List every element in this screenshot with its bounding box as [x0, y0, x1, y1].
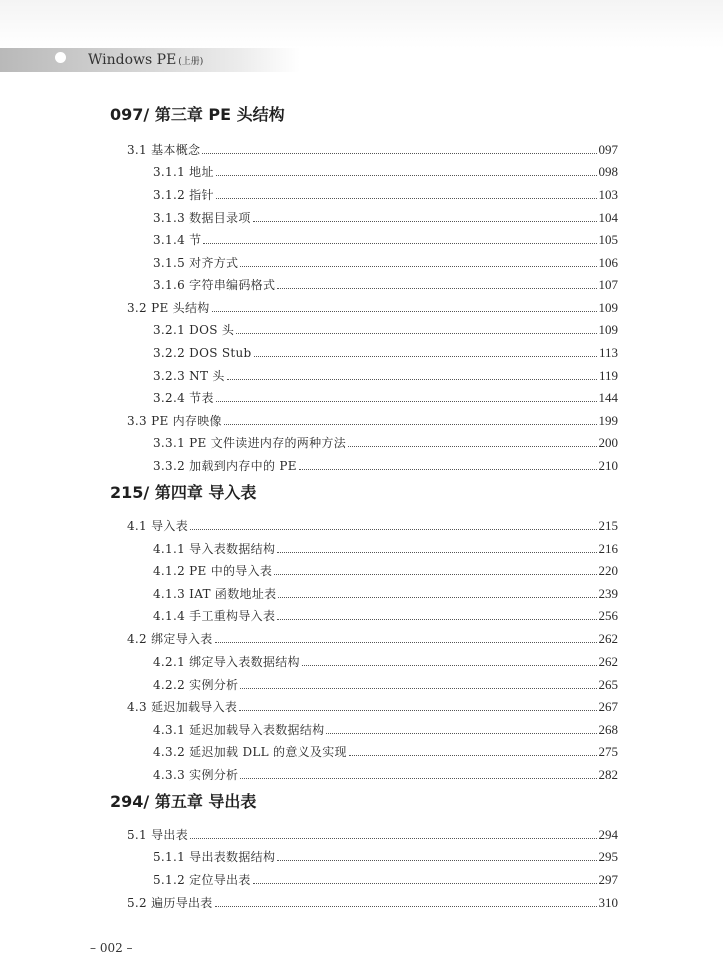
toc-entry-title: 5.1.1 导出表数据结构	[153, 850, 276, 864]
toc-entry[interactable]	[127, 631, 618, 647]
toc-entry-title: 4.1.1 导入表数据结构	[153, 542, 276, 556]
toc-entry-page: 109	[598, 322, 618, 337]
toc-entry-page: 106	[598, 255, 618, 270]
dot-leader	[216, 188, 597, 199]
toc-entry-title: 3.1.6 字符串编码格式	[153, 278, 276, 292]
toc-entry-title: 3.2.3 NT 头	[153, 369, 225, 383]
page-top-shade	[0, 0, 723, 48]
dot-leader	[277, 278, 596, 289]
toc-entry-page: 098	[598, 164, 618, 179]
toc-entry[interactable]	[153, 164, 618, 180]
toc-entry-title: 4.3.1 延迟加载导入表数据结构	[153, 723, 325, 737]
toc-entry[interactable]	[153, 435, 618, 451]
toc-entry-page: 262	[598, 654, 618, 669]
dot-leader	[212, 301, 597, 312]
toc-entry-title: 3.1.1 地址	[153, 165, 214, 179]
dot-leader	[224, 414, 597, 425]
toc-entry[interactable]	[153, 187, 618, 203]
toc-entry-title: 3.1 基本概念	[127, 143, 201, 157]
toc-entry-title: 3.1.3 数据目录项	[153, 211, 251, 225]
toc-entry-page: 262	[598, 631, 618, 646]
dot-leader	[239, 700, 596, 711]
toc-entry-title: 4.1 导入表	[127, 519, 188, 533]
header-bullet-icon	[55, 52, 66, 63]
toc-entry[interactable]	[153, 210, 618, 226]
toc-entry[interactable]	[153, 345, 618, 361]
chapter-heading: 215/ 第四章 导入表	[110, 483, 257, 502]
toc-entry[interactable]	[127, 142, 618, 158]
toc-entry-page: 216	[598, 541, 618, 556]
toc-entry[interactable]	[127, 518, 618, 534]
header-subtitle: (上册)	[178, 57, 204, 67]
toc-entry-page: 295	[598, 849, 618, 864]
chapter-heading: 294/ 第五章 导出表	[110, 792, 257, 811]
toc-entry[interactable]	[153, 277, 618, 293]
toc-entry-title: 4.1.3 IAT 函数地址表	[153, 587, 277, 601]
dot-leader	[302, 655, 597, 666]
toc-entry-title: 5.2 遍历导出表	[127, 896, 213, 910]
toc-entry-page: 267	[598, 699, 618, 714]
toc-entry-page: 239	[598, 586, 618, 601]
toc-entry-page: 297	[598, 872, 618, 887]
toc-entry-title: 3.2.2 DOS Stub	[153, 346, 252, 360]
toc-entry-page: 104	[598, 210, 618, 225]
toc-entry[interactable]	[153, 677, 618, 693]
toc-entry-title: 4.3.2 延迟加载 DLL 的意义及实现	[153, 745, 347, 759]
dot-leader	[253, 873, 597, 884]
toc-entry-page: 275	[598, 744, 618, 759]
toc-entry[interactable]	[153, 722, 618, 738]
toc-entry-title: 4.1.2 PE 中的导入表	[153, 564, 273, 578]
toc-entry-title: 5.1 导出表	[127, 828, 188, 842]
header-title: Windows PE	[88, 52, 177, 68]
toc-entry-page: 210	[598, 458, 618, 473]
dot-leader	[190, 519, 597, 530]
toc-entry-page: 113	[598, 345, 618, 360]
toc-entry-page: 200	[598, 435, 618, 450]
toc-entry[interactable]	[127, 827, 618, 843]
running-header	[88, 52, 203, 70]
toc-entry[interactable]	[153, 368, 618, 384]
toc-entry-page: 282	[598, 767, 618, 782]
toc-entry[interactable]	[127, 895, 618, 911]
toc-entry-title: 3.2.4 节表	[153, 391, 214, 405]
dot-leader	[190, 828, 597, 839]
dot-leader	[253, 211, 597, 222]
toc-entry-title: 5.1.2 定位导出表	[153, 873, 251, 887]
toc-entry-title: 3.3.2 加载到内存中的 PE	[153, 459, 297, 473]
dot-leader	[348, 436, 597, 447]
toc-entry-page: 109	[598, 300, 618, 315]
toc-entry-page: 220	[598, 563, 618, 578]
toc-entry-page: 097	[598, 142, 618, 157]
toc-entry-page: 215	[598, 518, 618, 533]
dot-leader	[240, 256, 596, 267]
toc-entry-title: 4.3.3 实例分析	[153, 768, 239, 782]
dot-leader	[216, 165, 597, 176]
dot-leader	[349, 745, 597, 756]
toc-entry[interactable]	[153, 458, 618, 474]
dot-leader	[240, 678, 596, 689]
dot-leader	[202, 143, 596, 154]
dot-leader	[274, 564, 596, 575]
chapter-heading: 097/ 第三章 PE 头结构	[110, 105, 285, 124]
toc-entry-page: 265	[598, 677, 618, 692]
toc-entry-page: 107	[598, 277, 618, 292]
toc-entry-page: 294	[598, 827, 618, 842]
toc-entry-page: 119	[598, 368, 618, 383]
toc-entry[interactable]	[153, 608, 618, 624]
toc-entry[interactable]	[153, 849, 618, 865]
toc-entry-title: 4.1.4 手工重构导入表	[153, 609, 276, 623]
toc-entry[interactable]	[153, 390, 618, 406]
toc-entry[interactable]	[127, 300, 618, 316]
toc-entry[interactable]	[153, 541, 618, 557]
toc-entry-title: 3.1.2 指针	[153, 188, 214, 202]
toc-entry-page: 105	[598, 232, 618, 247]
toc-entry[interactable]	[153, 654, 618, 670]
dot-leader	[203, 233, 596, 244]
toc-entry-page: 144	[598, 390, 618, 405]
dot-leader	[326, 723, 596, 734]
toc-entry-title: 3.3 PE 内存映像	[127, 414, 222, 428]
dot-leader	[236, 323, 596, 334]
dot-leader	[277, 609, 596, 620]
dot-leader	[254, 346, 597, 357]
toc-entry-title: 3.2.1 DOS 头	[153, 323, 235, 337]
dot-leader	[240, 768, 596, 779]
dot-leader	[227, 369, 597, 380]
toc-entry-title: 3.2 PE 头结构	[127, 301, 210, 315]
page-number: – 002 –	[90, 941, 133, 955]
toc-entry[interactable]	[153, 255, 618, 271]
toc-entry[interactable]	[153, 232, 618, 248]
toc-entry-page: 199	[598, 413, 618, 428]
toc-entry[interactable]	[153, 872, 618, 888]
toc-entry[interactable]	[153, 322, 618, 338]
toc-entry[interactable]	[153, 744, 618, 760]
toc-entry-page: 256	[598, 608, 618, 623]
toc-entry[interactable]	[153, 767, 618, 783]
toc-entry[interactable]	[153, 586, 618, 602]
toc-entry[interactable]	[127, 699, 618, 715]
toc-entry[interactable]	[127, 413, 618, 429]
dot-leader	[299, 459, 597, 470]
toc-entry-title: 4.2.2 实例分析	[153, 678, 239, 692]
dot-leader	[215, 632, 597, 643]
toc-entry-title: 3.1.4 节	[153, 233, 202, 247]
toc-entry-title: 4.2.1 绑定导入表数据结构	[153, 655, 300, 669]
toc-entry[interactable]	[153, 563, 618, 579]
dot-leader	[215, 896, 597, 907]
toc-entry-page: 103	[598, 187, 618, 202]
dot-leader	[277, 542, 596, 553]
dot-leader	[277, 850, 596, 861]
toc-entry-title: 4.2 绑定导入表	[127, 632, 213, 646]
dot-leader	[216, 391, 597, 402]
dot-leader	[278, 587, 596, 598]
toc-entry-page: 310	[598, 895, 618, 910]
toc-entry-page: 268	[598, 722, 618, 737]
toc-entry-title: 3.3.1 PE 文件读进内存的两种方法	[153, 436, 346, 450]
toc-entry-title: 3.1.5 对齐方式	[153, 256, 239, 270]
toc-entry-title: 4.3 延迟加载导入表	[127, 700, 238, 714]
